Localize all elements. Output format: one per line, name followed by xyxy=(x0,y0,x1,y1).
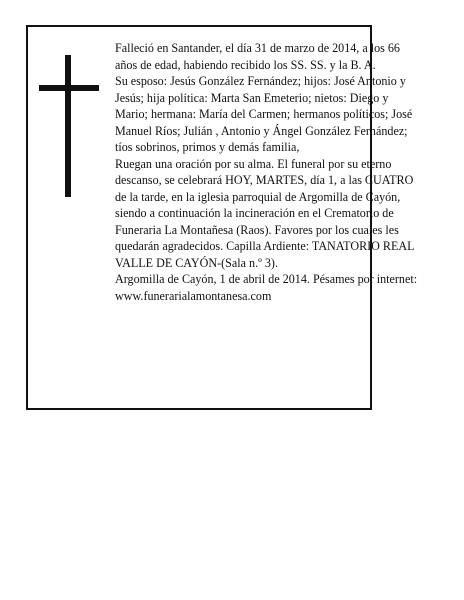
funeral-details: Ruegan una oración por su alma. El funeral por su eterno descanso, se celebrará HOY, MARTES, día 1, a las CUATRO de la tarde, en la iglesia parroquial de Argomilla de Cayón, siendo a continuación la incineración en el Crematorio de Funeraria La Montañesa (Raos). Favores por los cuales les quedarán agradecidos. Capilla Ardiente: TANATORIO REAL VALLE DE CAYÓN-(Sala n.º 3). xyxy=(115,156,415,270)
death-announcement: Falleció en Santander, el día 31 de marzo de 2014, a los 66 años de edad, habiendo recibido los SS. SS. y la B. A. xyxy=(115,41,400,72)
family-list: Su esposo: Jesús González Fernández; hijos: José Antonio y Jesús; hija política: Marta San Emeterio; nietos: Diego y Mario; hermana: María del Carmen; hermanos políticos; José Manuel Ríos; Julián , Antonio y Ángel González Fernández; tíos sobrinos, primos y demás familia, xyxy=(115,74,413,154)
obituary-text xyxy=(115,40,423,304)
cross-vertical-bar xyxy=(65,55,71,197)
cross-horizontal-bar xyxy=(39,85,99,91)
obituary-notice xyxy=(26,25,418,410)
cross-icon xyxy=(39,55,99,197)
closing-line: Argomilla de Cayón, 1 de abril de 2014. Pésames por internet: www.funerarialamontanesa.com xyxy=(115,272,418,303)
